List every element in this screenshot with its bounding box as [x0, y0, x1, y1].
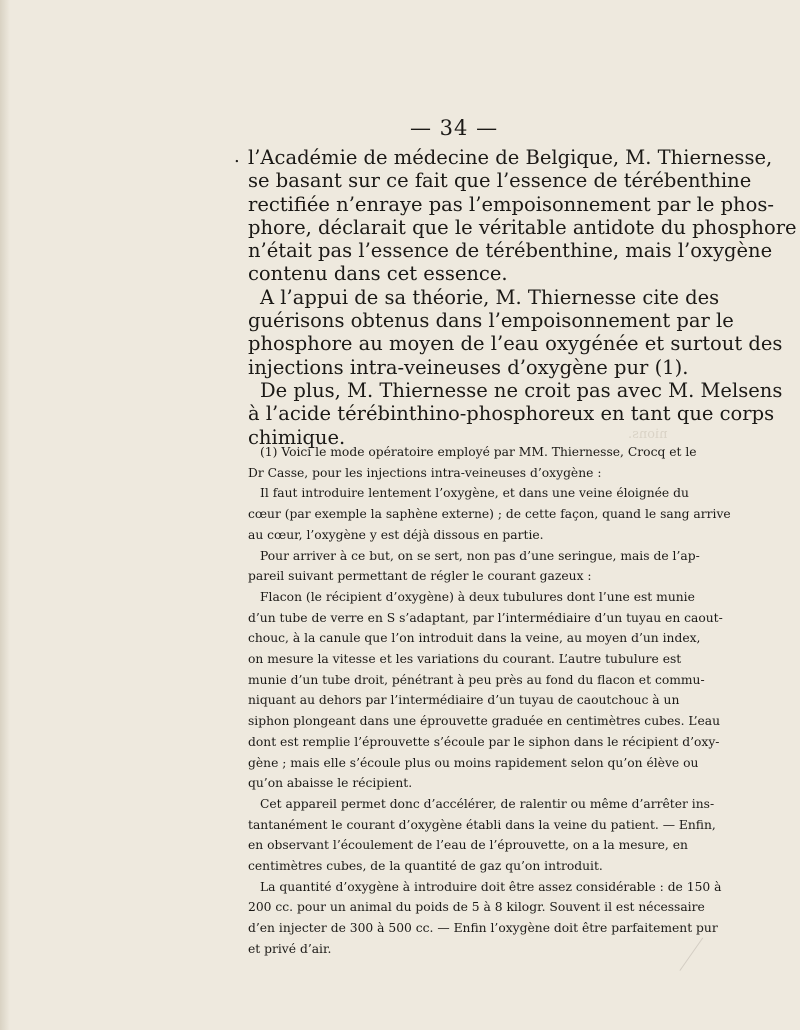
foot-line: qu’on abaisse le récipient. — [248, 776, 413, 791]
main-line: à l’acide térébinthino-phosphoreux en tant que corps — [248, 402, 775, 426]
foot-line: on mesure la vitesse et les variations du courant. L’autre tubulure est — [248, 652, 682, 667]
foot-line: Pour arriver à ce but, on se sert, non pas d’une seringue, mais de l’ap- — [260, 548, 700, 563]
main-body-text — [248, 146, 797, 449]
main-line: phore, déclarait que le véritable antidote du phosphore — [248, 215, 797, 239]
foot-line: d’un tube de verre en S s’adaptant, par l’intermédiaire d’un tuyau en caout- — [248, 610, 723, 625]
main-line: chimique. — [248, 425, 346, 449]
foot-line: en observant l’écoulement de l’eau de l’éprouvette, on a la mesure, en — [248, 838, 688, 853]
main-line: se basant sur ce fait que l’essence de térébenthine — [248, 169, 752, 193]
foot-line: et privé d’air. — [248, 941, 332, 956]
foot-line: gène ; mais elle s’écoule plus ou moins rapidement selon qu’on élève ou — [248, 755, 699, 770]
foot-line: 200 cc. pour un animal du poids de 5 à 8 kilogr. Souvent il est nécessaire — [248, 900, 705, 915]
foot-line: La quantité d’oxygène à introduire doit être assez considérable : de 150 à — [260, 879, 722, 894]
main-line: De plus, M. Thiernesse ne croit pas avec M. Melsens — [260, 378, 783, 402]
main-line: guérisons obtenus dans l’empoisonnement par le — [248, 309, 734, 333]
foot-line: (1) Voici le mode opératoire employé par MM. Thiernesse, Crocq et le — [260, 445, 697, 459]
foot-line: pareil suivant permettant de régler le courant gazeux : — [248, 569, 592, 584]
foot-line: d’en injecter de 300 à 500 cc. — Enfin l’oxygène doit être parfaitement pur — [248, 921, 718, 936]
foot-line: Dr Casse, pour les injections intra-veineuses d’oxygène : — [248, 465, 602, 480]
foot-line: chouc, à la canule que l’on introduit dans la veine, au moyen d’un index, — [248, 631, 701, 646]
paper-mark — [679, 938, 719, 983]
main-line: rectifiée n’enraye pas l’empoisonnement par le phos- — [248, 192, 774, 216]
foot-line: dont est remplie l’éprouvette s’écoule par le siphon dans le récipient d’oxy- — [248, 734, 720, 749]
main-line: phosphore au moyen de l’eau oxygénée et surtout des — [248, 332, 783, 356]
foot-line: centimètres cubes, de la quantité de gaz qu’on introduit. — [248, 859, 603, 874]
foot-line: cœur (par exemple la saphène externe) ; de cette façon, quand le sang arrive — [248, 507, 731, 522]
foot-line: niquant au dehors par l’intermédiaire d’un tuyau de caoutchouc à un — [248, 693, 680, 708]
footnote-block — [248, 442, 731, 960]
foot-line: Il faut introduire lentement l’oxygène, et dans une veine éloignée du — [260, 486, 689, 501]
foot-line: Flacon (le récipient d’oxygène) à deux tubulures dont l’une est munie — [260, 589, 695, 604]
main-line: contenu dans cet essence. — [248, 262, 508, 286]
foot-line: siphon plongeant dans une éprouvette graduée en centimètres cubes. L’eau — [248, 714, 721, 729]
page-number: — 34 — — [410, 116, 499, 140]
main-line: A l’appui de sa théorie, M. Thiernesse cite des — [260, 285, 720, 309]
foot-line: Cet appareil permet donc d’accélérer, de ralentir ou même d’arrêter ins- — [260, 796, 715, 811]
main-line: n’était pas l’essence de térébenthine, mais l’oxygène — [248, 239, 773, 263]
show-through-mark: nions. — [628, 427, 668, 442]
foot-line: munie d’un tube droit, pénétrant à peu près au fond du flacon et commu- — [248, 672, 705, 687]
foot-line: tantanément le courant d’oxygène établi dans la veine du patient. — Enfin, — [248, 817, 716, 832]
main-line: injections intra-veineuses d’oxygène pur (1). — [248, 355, 689, 379]
main-line: l’Académie de médecine de Belgique, M. Thiernesse, — [248, 146, 773, 169]
printer-dot-mark: . — [234, 146, 240, 167]
page-gutter-edge — [0, 0, 10, 1030]
foot-line: au cœur, l’oxygène y est déjà dissous en partie. — [248, 527, 544, 542]
